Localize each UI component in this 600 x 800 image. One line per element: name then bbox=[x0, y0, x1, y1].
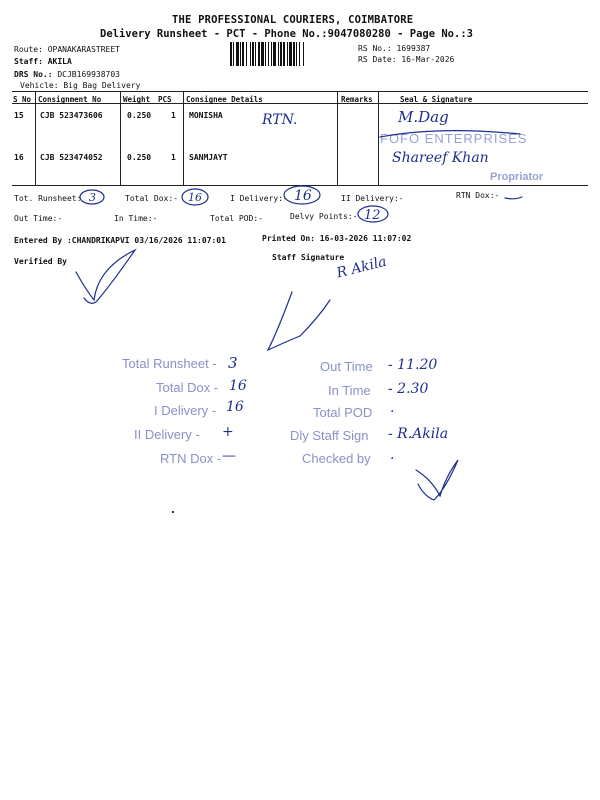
rs-number: RS No.: 1699387 bbox=[358, 44, 431, 53]
lower-in-time-label: In Time bbox=[328, 383, 371, 398]
row-weight: 0.250 bbox=[127, 153, 152, 162]
dash-rtn-dox bbox=[505, 197, 522, 199]
tot-runsheet-label: Tot. Runsheet: bbox=[14, 194, 82, 203]
signature-underline-row15 bbox=[380, 131, 520, 137]
drs-value: DCJB169938703 bbox=[57, 70, 120, 79]
ink-dot bbox=[172, 511, 174, 513]
i-delivery-label: I Delivery:- bbox=[230, 194, 288, 203]
verified-by-label: Verified By bbox=[14, 257, 67, 266]
vehicle: Vehicle: Big Bag Delivery bbox=[20, 81, 141, 90]
stamp-name: FOFO ENTERPRISES bbox=[380, 131, 528, 146]
company-name: THE PROFESSIONAL COURIERS, COIMBATORE bbox=[172, 14, 414, 26]
col-header-consignee: Consignee Details bbox=[186, 95, 263, 104]
row-weight: 0.250 bbox=[127, 111, 152, 120]
staff-signature-stroke bbox=[268, 292, 330, 350]
lower-checked-by-value: . bbox=[390, 447, 395, 463]
lower-checked-by-label: Checked by bbox=[302, 451, 371, 466]
circle-delvy-points bbox=[358, 206, 388, 222]
row-consignment: CJB 523474052 bbox=[40, 153, 103, 162]
lower-ii-delivery-label: II Delivery - bbox=[134, 427, 200, 442]
lower-rtn-dox-value: — bbox=[222, 448, 236, 464]
runsheet-title: Delivery Runsheet - PCT - Phone No.:9047080280 - Page No.:3 bbox=[100, 28, 473, 40]
handwritten-i-delivery: 16 bbox=[294, 188, 312, 204]
row-consignee: MONISHA bbox=[189, 111, 223, 120]
lower-rtn-dox-label: RTN Dox - bbox=[160, 451, 222, 466]
in-time-label: In Time:- bbox=[114, 214, 158, 223]
lower-total-pod-label: Total POD bbox=[313, 405, 373, 420]
lower-i-delivery-value: 16 bbox=[226, 399, 244, 415]
checked-by-signature bbox=[416, 460, 458, 500]
lower-out-time-value: - 11.20 bbox=[388, 357, 438, 373]
lower-dly-staff-sign-value: - R.Akila bbox=[388, 426, 449, 442]
entered-by: Entered By :CHANDRIKAPVI 03/16/2026 11:07:01 bbox=[14, 236, 226, 245]
col-header-sno: S No bbox=[13, 95, 32, 104]
circle-i-delivery bbox=[284, 186, 320, 204]
total-dox-label: Total Dox:- bbox=[125, 194, 178, 203]
staff-signature-label: Staff Signature bbox=[272, 253, 345, 262]
handwritten-signature-row16: Shareef Khan bbox=[392, 150, 489, 166]
row-consignee: SANMJAYT bbox=[189, 153, 228, 162]
handwritten-remark-rtn: RTN. bbox=[262, 112, 298, 128]
rs-date: RS Date: 16-Mar-2026 bbox=[358, 55, 455, 64]
handwritten-delvy-points: 12 bbox=[364, 208, 381, 223]
lower-dly-staff-sign-label: Dly Staff Sign bbox=[290, 428, 369, 443]
lower-total-dox-label: Total Dox - bbox=[156, 380, 219, 395]
lower-total-pod-value: . bbox=[390, 400, 395, 416]
row-sno: 16 bbox=[14, 153, 24, 162]
row-pcs: 1 bbox=[171, 111, 176, 120]
verified-by-signature bbox=[76, 250, 135, 303]
out-time-label: Out Time:- bbox=[14, 214, 63, 223]
col-header-pcs: PCS bbox=[158, 95, 172, 104]
route: Route: OPANAKARASTREET bbox=[14, 45, 120, 54]
lower-out-time-label: Out Time bbox=[320, 359, 373, 374]
stamp-role: Propriator bbox=[490, 171, 544, 183]
handwritten-signature-row15: M.Dag bbox=[398, 108, 449, 126]
row-sno: 15 bbox=[14, 111, 24, 120]
circle-tot-runsheet bbox=[80, 190, 104, 204]
staff: Staff: AKILA bbox=[14, 57, 72, 66]
col-header-weight: Weight bbox=[123, 95, 151, 104]
col-header-consignment: Consignment No bbox=[38, 95, 102, 104]
total-pod-label: Total POD:- bbox=[210, 214, 263, 223]
drs-label: DRS No.: bbox=[14, 70, 53, 79]
printed-on: Printed On: 16-03-2026 11:07:02 bbox=[262, 234, 412, 243]
col-header-remarks: Remarks bbox=[341, 95, 373, 104]
lower-total-runsheet-label: Total Runsheet - bbox=[122, 356, 217, 371]
lower-total-runsheet-value: 3 bbox=[228, 354, 238, 372]
rtn-dox-label: RTN Dox:- bbox=[456, 191, 500, 200]
delvy-points-label: Delvy Points:- bbox=[290, 212, 358, 221]
handwritten-total-dox: 16 bbox=[188, 191, 202, 204]
col-header-seal-signature: Seal & Signature bbox=[400, 95, 473, 104]
circle-total-dox bbox=[182, 189, 208, 205]
row-pcs: 1 bbox=[171, 153, 176, 162]
lower-i-delivery-label: I Delivery - bbox=[154, 403, 217, 418]
lower-ii-delivery-value: + bbox=[222, 424, 234, 440]
lower-total-dox-value: 16 bbox=[229, 378, 247, 394]
handwritten-tot-runsheet: 3 bbox=[89, 191, 96, 204]
handwritten-staff-name: R Akila bbox=[335, 253, 389, 282]
ii-delivery-label: II Delivery:- bbox=[341, 194, 404, 203]
lower-in-time-value: - 2.30 bbox=[388, 381, 429, 397]
row-consignment: CJB 523473606 bbox=[40, 111, 103, 120]
